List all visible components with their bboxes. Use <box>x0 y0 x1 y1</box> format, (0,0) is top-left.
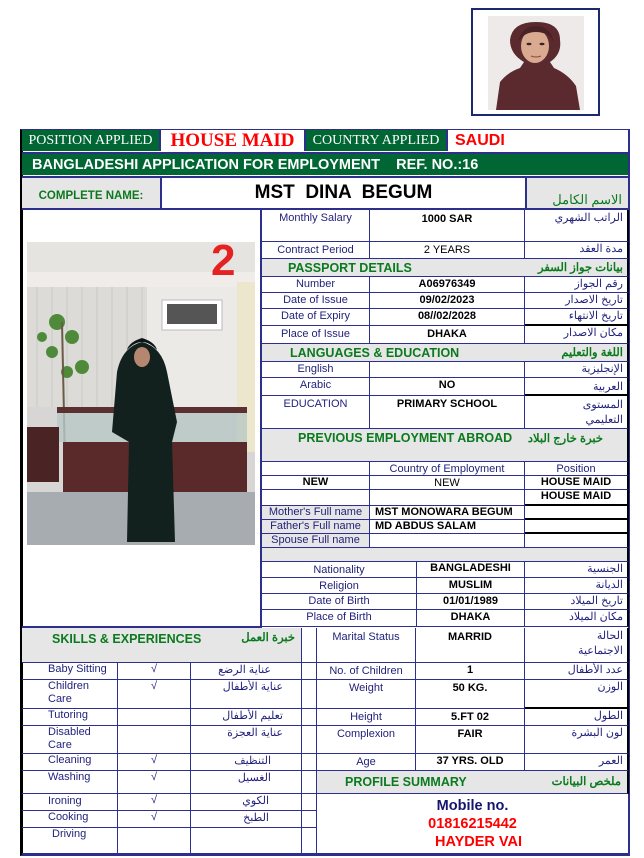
gap-cell <box>302 771 317 794</box>
contract-period-label: Contract Period <box>262 242 370 259</box>
skill-arabic-children-care: عناية الأطفال <box>191 680 302 709</box>
skill-arabic-cooking: الطبخ <box>191 811 302 828</box>
english-value <box>370 362 525 378</box>
skill-row-cooking: Cooking <box>22 811 118 828</box>
education-value: PRIMARY SCHOOL <box>370 396 525 429</box>
religion-label: Religion <box>262 578 417 594</box>
profile-summary-box <box>317 794 629 854</box>
height-label: Height <box>317 709 416 726</box>
employment-country-2 <box>370 490 525 506</box>
monthly-salary-value: 1000 SAR <box>370 210 525 242</box>
gap-cell <box>302 726 317 754</box>
skill-arabic-washing: الغسيل <box>191 771 302 794</box>
weight-value: 50 KG. <box>416 680 525 709</box>
skill-check-cooking: √ <box>118 811 191 828</box>
weight-label: Weight <box>317 680 416 709</box>
position-applied-label: POSITION APPLIED <box>22 130 161 151</box>
date-of-expiry-value: 08//02/2028 <box>370 309 525 326</box>
skill-row-tutoring: Tutoring <box>22 709 118 726</box>
complexion-label-arabic: لون البشرة <box>525 726 629 754</box>
form-title-bar <box>22 152 628 175</box>
skill-row-disabled-care: Disabled Care <box>22 726 118 754</box>
skill-check-ironing: √ <box>118 794 191 811</box>
complete-name-label-arabic: الاسم الكامل <box>525 176 628 210</box>
complete-name-label: COMPLETE NAME: <box>22 176 162 210</box>
spouse-name-extra <box>525 534 629 548</box>
employment-country-1: NEW <box>370 476 525 490</box>
passport-number-label-arabic: رقم الجواز <box>525 277 629 293</box>
father-name-extra <box>525 520 629 534</box>
employment-position-2: HOUSE MAID <box>525 490 629 506</box>
gap-cell <box>302 663 317 680</box>
contract-period-value: 2 YEARS <box>370 242 525 259</box>
date-of-expiry-label-arabic: تاريخ الانتهاء <box>525 309 629 326</box>
skill-arabic-disabled-care: عناية العجزة <box>191 726 302 754</box>
education-label-arabic: المستوى التعليمي <box>525 396 629 429</box>
place-of-issue-label: Place of Issue <box>262 326 370 344</box>
skill-arabic-baby-sitting: عناية الرضع <box>191 663 302 680</box>
passport-photo-frame <box>471 8 600 116</box>
position-applied-value: HOUSE MAID <box>161 130 304 151</box>
date-of-birth-label-arabic: تاريخ الميلاد <box>525 594 629 610</box>
skill-arabic-cleaning: التنظيف <box>191 754 302 771</box>
date-of-birth-value: 01/01/1989 <box>417 594 525 610</box>
nationality-label: Nationality <box>262 562 417 578</box>
place-of-birth-value: DHAKA <box>417 610 525 627</box>
gap-cell <box>302 709 317 726</box>
height-value: 5.FT 02 <box>416 709 525 726</box>
previous-employment-header: PREVIOUS EMPLOYMENT ABROAD خبرة خارج البلاد <box>262 429 629 462</box>
place-of-birth-label: Place of Birth <box>262 610 417 627</box>
complexion-value: FAIR <box>416 726 525 754</box>
height-label-arabic: الطول <box>525 709 629 726</box>
date-of-issue-label-arabic: تاريخ الاصدار <box>525 293 629 309</box>
languages-education-header: LANGUAGES & EDUCATION اللغة والتعليم <box>262 344 629 362</box>
english-label-arabic: الإنجليزية <box>525 362 629 378</box>
skill-row-baby-sitting: Baby Sitting <box>22 663 118 680</box>
skills-header: SKILLS & EXPERIENCES خبرة العمل <box>22 628 302 663</box>
gap-cell <box>302 754 317 771</box>
mother-name-label: Mother's Full name <box>262 506 370 520</box>
mobile-number: 01816215442 <box>428 816 517 832</box>
agent-name: HAYDER VAI <box>434 834 523 850</box>
gap-cell <box>302 794 317 811</box>
country-of-employment-header: Country of Employment <box>370 462 525 476</box>
age-label: Age <box>317 754 416 771</box>
skill-check-tutoring <box>118 709 191 726</box>
skill-arabic-ironing: الكوي <box>191 794 302 811</box>
profile-summary-header: PROFILE SUMMARY ملخص البيانات <box>317 771 629 794</box>
skill-check-children-care: √ <box>118 680 191 709</box>
english-label: English <box>262 362 370 378</box>
passport-number-value: A06976349 <box>370 277 525 293</box>
photo-number-badge: 2 <box>211 242 236 285</box>
skill-row-cleaning: Cleaning <box>22 754 118 771</box>
skill-check-baby-sitting: √ <box>118 663 191 680</box>
skill-row-ironing: Ironing <box>22 794 118 811</box>
spouse-name-value <box>370 534 525 548</box>
passport-photo <box>488 16 584 110</box>
employment-position-1: HOUSE MAID <box>525 476 629 490</box>
complexion-label: Complexion <box>317 726 416 754</box>
skill-row-driving: Driving <box>22 828 118 854</box>
arabic-value: NO <box>370 378 525 396</box>
country-applied-label: COUNTRY APPLIED <box>304 130 448 151</box>
children-label: No. of Children <box>317 663 416 680</box>
place-of-birth-label-arabic: مكان الميلاد <box>525 610 629 627</box>
children-label-arabic: عدد الأطفال <box>525 663 629 680</box>
position-header: Position <box>525 462 629 476</box>
weight-label-arabic: الوزن <box>525 680 629 709</box>
religion-label-arabic: الديانة <box>525 578 629 594</box>
spacer-row <box>262 548 629 562</box>
religion-value: MUSLIM <box>417 578 525 594</box>
arabic-label: Arabic <box>262 378 370 396</box>
employment-period-1: NEW <box>262 476 370 490</box>
skill-check-washing: √ <box>118 771 191 794</box>
age-value: 37 YRS. OLD <box>416 754 525 771</box>
place-of-issue-value: DHAKA <box>370 326 525 344</box>
monthly-salary-label-arabic: الراتب الشهري <box>525 210 629 242</box>
father-name-value: MD ABDUS SALAM <box>370 520 525 534</box>
children-value: 1 <box>416 663 525 680</box>
date-of-issue-label: Date of Issue <box>262 293 370 309</box>
date-of-birth-label: Date of Birth <box>262 594 417 610</box>
gap-cell <box>302 828 317 854</box>
nationality-value: BANGLADESHI <box>417 562 525 578</box>
father-name-label: Father's Full name <box>262 520 370 534</box>
monthly-salary-label: Monthly Salary <box>262 210 370 242</box>
marital-status-label-arabic: الحالة الاجتماعية <box>525 628 629 663</box>
education-label: EDUCATION <box>262 396 370 429</box>
skill-row-washing: Washing <box>22 771 118 794</box>
spouse-name-label: Spouse Full name <box>262 534 370 548</box>
gap-column <box>302 628 317 663</box>
marital-status-label: Marital Status <box>317 628 416 663</box>
marital-status-value: MARRID <box>416 628 525 663</box>
mother-name-extra <box>525 506 629 520</box>
skill-check-driving <box>118 828 191 854</box>
nationality-label-arabic: الجنسية <box>525 562 629 578</box>
form-title: BANGLADESHI APPLICATION FOR EMPLOYMENT <box>32 157 380 173</box>
skill-row-children-care: Children Care <box>22 680 118 709</box>
age-label-arabic: العمر <box>525 754 629 771</box>
gap-cell <box>302 680 317 709</box>
place-of-issue-label-arabic: مكان الاصدار <box>525 326 629 344</box>
contract-period-label-arabic: مدة العقد <box>525 242 629 259</box>
employment-period-header <box>262 462 370 476</box>
passport-details-header: PASSPORT DETAILS بيانات جواز السفر <box>262 259 629 277</box>
full-body-photo <box>27 242 255 545</box>
complete-name-value: MST DINA BEGUM <box>162 176 525 210</box>
gap-cell <box>302 811 317 828</box>
country-applied-value: SAUDI <box>448 130 628 151</box>
skill-arabic-driving <box>191 828 302 854</box>
arabic-label-arabic: العربية <box>525 378 629 396</box>
skill-arabic-tutoring: تعليم الأطفال <box>191 709 302 726</box>
date-of-expiry-label: Date of Expiry <box>262 309 370 326</box>
employment-period-2 <box>262 490 370 506</box>
passport-number-label: Number <box>262 277 370 293</box>
reference-number: REF. NO.:16 <box>396 157 479 173</box>
date-of-issue-value: 09/02/2023 <box>370 293 525 309</box>
mobile-label: Mobile no. <box>436 798 509 814</box>
skill-check-cleaning: √ <box>118 754 191 771</box>
mother-name-value: MST MONOWARA BEGUM <box>370 506 525 520</box>
skill-check-disabled-care <box>118 726 191 754</box>
